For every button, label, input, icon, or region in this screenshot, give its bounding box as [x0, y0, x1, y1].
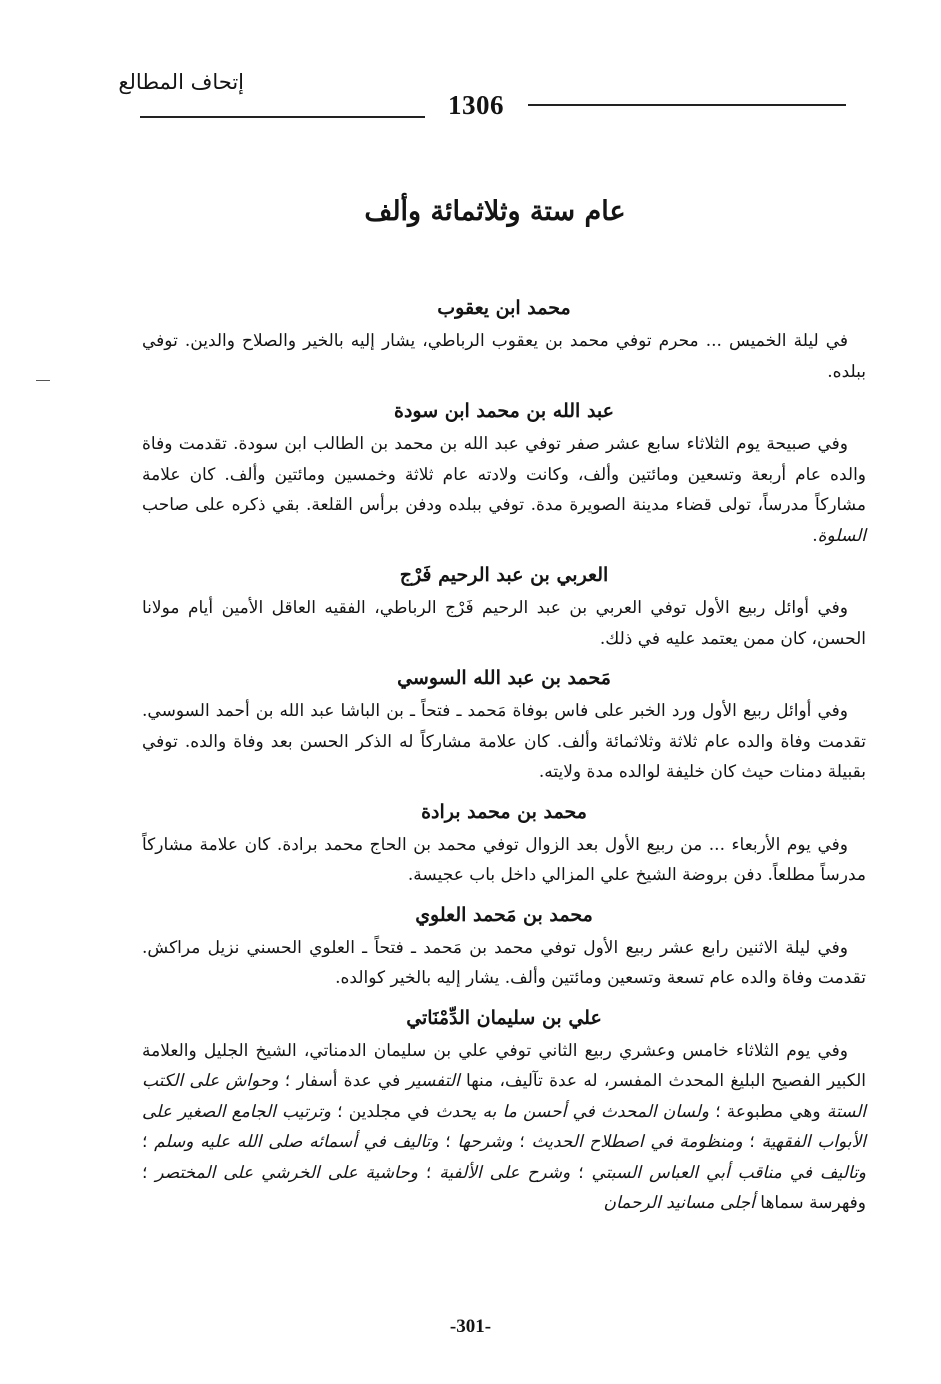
page-body — [142, 288, 866, 1223]
entry-text-part: ؛ — [570, 1162, 592, 1183]
entry-text-part: ؛ وفهرسة سماها — [142, 1162, 866, 1213]
margin-mark — [36, 380, 50, 381]
entry-text-part: ؛ — [512, 1132, 532, 1152]
entry-text-part: وهي مطبوعة ؛ — [709, 1101, 827, 1122]
entry-text-part: ؛ — [417, 1162, 440, 1183]
book-reference: وترتيب الجامع الصغير على الأبواب الفقهية — [142, 1101, 866, 1152]
running-head-book-title: إتحاف المطالع — [118, 70, 244, 94]
year-heading: عام ستة وثلاثمائة وألف — [364, 196, 626, 227]
book-reference: وحواش على الكتب الستة — [142, 1071, 867, 1122]
book-reference: التفسير — [406, 1071, 460, 1091]
entry-text-part: . — [812, 525, 818, 546]
entry-text: وفي ليلة الاثنين رابع عشر ربيع الأول توفي محمد بن مَحمد ـ فتحاً ـ العلوي الحسني نزيل مراكش. تقدمت وفاة والده عام تسعة وتسعين ومائتين وألف. يشار إليه بالخير كوالده. — [142, 937, 866, 988]
book-reference: وتاليف في مناقب أبي العباس السبتي — [591, 1162, 867, 1183]
entry-text-part: وفي صبيحة يوم الثلاثاء سابع عشر صفر توفي عبد الله بن محمد بن الطالب ابن سودة. تقدمت وفاة والده عام أربعة وتسعين ومائتين وألف، وكانت ولادته عام ثلاثة وخمسين ومائتين وألف. كان علامة مشاركاً مدرساً، تولى قضاء مدينة الصويرة مدة. توفي ببلده ودفن برأس القلعة. بقي ذكره على صاحب — [142, 434, 866, 515]
entry-text: في ليلة الخميس ... محرم توفي محمد بن يعقوب الرباطي، يشار إليه بالخير والصلاح والدين. توفي ببلده. — [142, 331, 866, 382]
book-reference: ولسان المحدث في أحسن ما به يحدث — [435, 1101, 710, 1122]
entry-text-part: وفي يوم الثلاثاء خامس وعشري ربيع الثاني توفي علي بن سليمان الدمناتي، الشيخ الجليل والعلامة الكبير الفصيح البليغ المحدث المفسر، له عدة تآليف، منها — [142, 1040, 866, 1091]
entry-title: محمد بن محمد برادة — [421, 800, 587, 823]
book-reference: وشرح على الألفية — [439, 1162, 571, 1183]
book-reference: ومنظومة في اصطلاح الحديث — [531, 1132, 743, 1152]
entry-title: محمد ابن يعقوب — [437, 297, 571, 319]
entry-title: علي بن سليمان الدِّمْنَاتي — [406, 1006, 602, 1029]
entry-text — [142, 429, 866, 555]
entry-text-part: ؛ — [438, 1132, 458, 1152]
entry-text: وفي أوائل ربيع الأول ورد الخبر على فاس بوفاة مَحمد ـ فتحاً ـ بن الباشا عبد الله بن أحمد السوسي. تقدمت وفاة والده عام ثلاثة وثلاثمائة وألف. كان علامة مشاركاً له الذكر الحسن بعد وفاة والده. توفي بقبيلة دمنات حيث كان خليفة لوالده مدة ولايته. — [142, 701, 866, 782]
entry-title: العربي بن عبد الرحيم فَرْج — [399, 564, 609, 586]
entry-text-part: في مجلدين ؛ — [330, 1101, 436, 1122]
entry-title: مَحمد بن عبد الله السوسي — [397, 667, 611, 689]
running-head — [118, 70, 850, 130]
running-head-year-number: 1306 — [448, 90, 504, 120]
entry-title: عبد الله بن محمد ابن سودة — [394, 400, 614, 422]
running-head-rule-left — [140, 116, 425, 118]
book-reference: السلوة — [817, 525, 866, 546]
book-reference: وشرحها — [457, 1132, 513, 1152]
entry-text: وفي يوم الأربعاء ... من ربيع الأول بعد الزوال توفي محمد بن الحاج محمد برادة. كان علامة مشاركاً مدرساً مطلعاً. دفن بروضة الشيخ علي المزالي داخل باب عجيسة. — [142, 834, 866, 885]
entry-text: وفي أوائل ربيع الأول توفي العربي بن عبد الرحيم فَرْج الرباطي، الفقيه العاقل الأمين أيام مولانا الحسن، كان ممن يعتمد عليه في ذلك. — [142, 598, 866, 649]
page-number: -301- — [449, 1316, 492, 1337]
entry-text-works — [142, 1036, 866, 1223]
entry-title: محمد بن مَحمد العلوي — [415, 903, 593, 926]
book-reference: وتاليف في أسمائه صلى الله عليه وسلم — [154, 1132, 439, 1152]
book-reference: وحاشية على الخرشي على المختصر — [155, 1162, 418, 1183]
book-reference: أجلى مسانيد الرحمان — [603, 1193, 755, 1213]
entry-text-part: ؛ — [742, 1132, 762, 1152]
running-head-rule-right — [528, 104, 846, 106]
entry-text-part: في عدة أسفار ؛ — [278, 1071, 407, 1091]
entry-text-part: ؛ — [142, 1132, 155, 1152]
